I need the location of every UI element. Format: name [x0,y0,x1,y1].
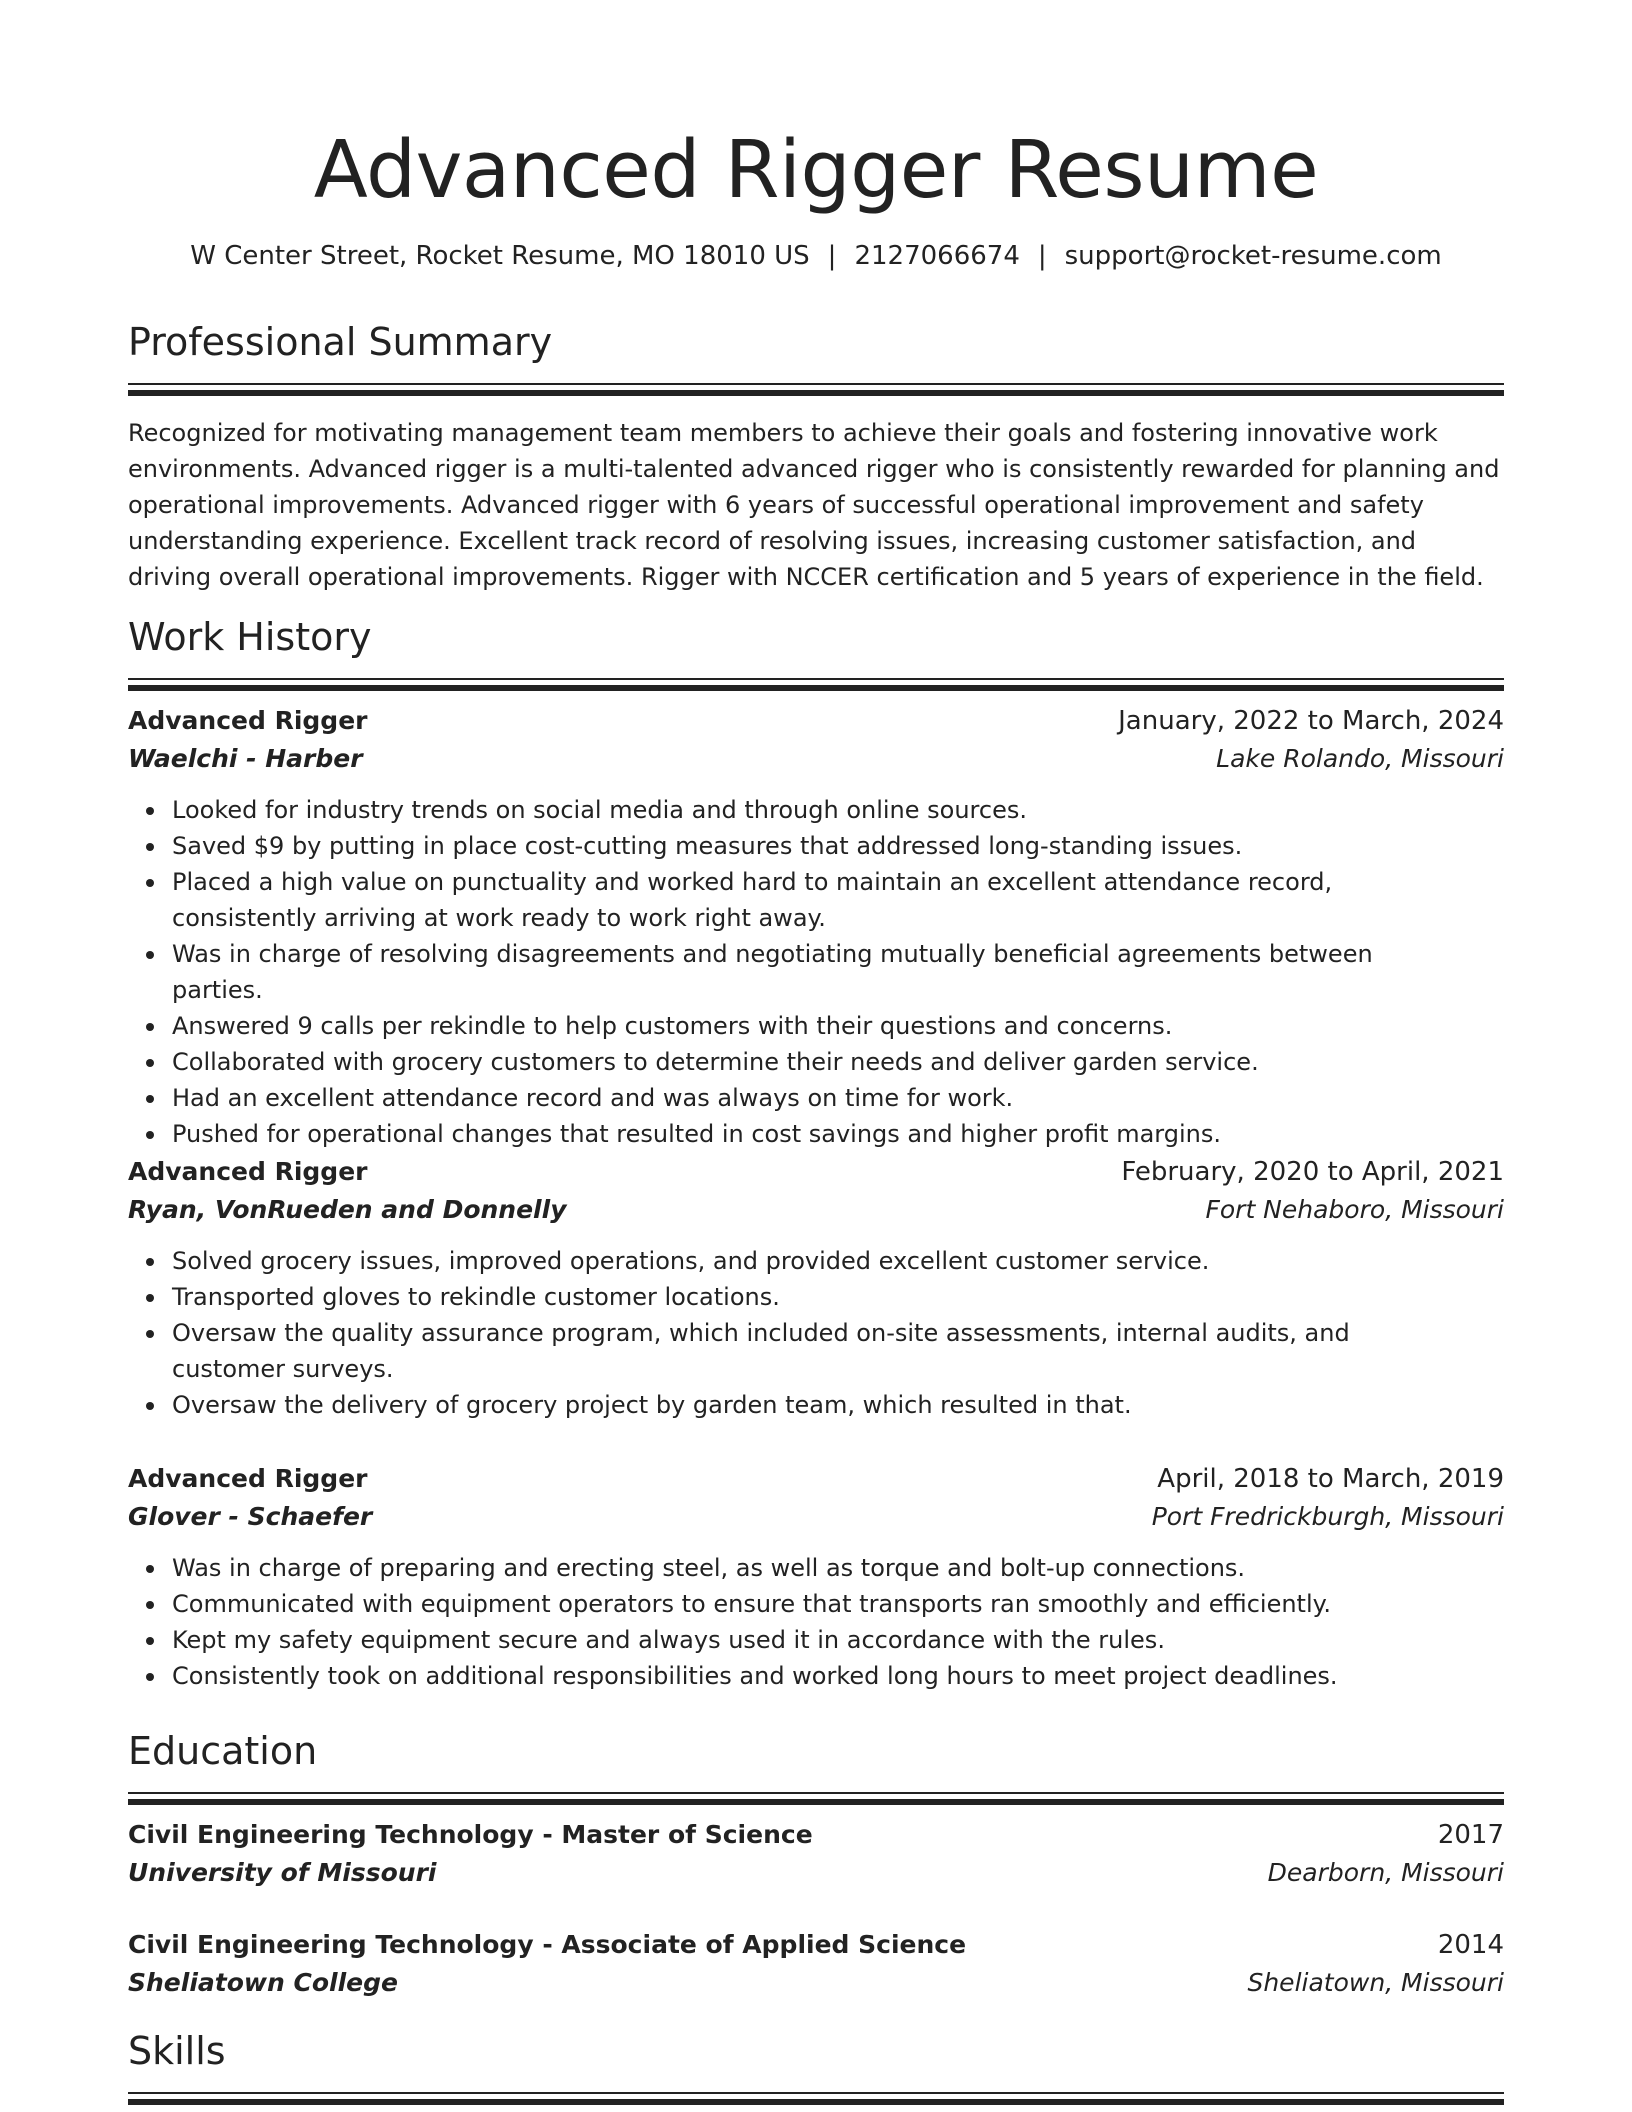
section-divider [128,383,1504,397]
education-degree: Civil Engineering Technology - Associate of Applied Science [128,1930,967,1959]
job-entry [128,702,1504,1152]
job-title: Advanced Rigger [128,1464,368,1493]
job-company: Ryan, VonRueden and Donnelly [128,1195,567,1224]
list-item: Was in charge of resolving disagreements and negotiating mutually beneficial agreements between parties. [172,936,1504,1008]
education-school-row [128,1964,1504,2002]
list-item: Consistently took on additional responsibilities and worked long hours to meet project deadlines. [172,1658,1504,1694]
education-header-row [128,1926,1504,1964]
education-school: Sheliatown College [128,1968,398,1997]
resume-title: Advanced Rigger Resume [313,124,1319,216]
section-divider [128,1792,1504,1806]
job-company: Glover - Schaefer [128,1502,373,1531]
contact-separator: | [1037,241,1047,271]
job-location: Fort Nehaboro, Missouri [1205,1195,1504,1224]
education-location: Sheliatown, Missouri [1247,1968,1504,1997]
education-entry [128,1816,1504,1892]
work-history-section [128,613,1504,692]
education-entry [128,1926,1504,2002]
summary-section [128,318,1504,595]
education-header-row [128,1816,1504,1854]
section-heading: Education [128,1729,318,1773]
list-item: Placed a high value on punctuality and worked hard to maintain an excellent attendance record, consistently arriving at work ready to work right away. [172,864,1504,936]
job-bullets [128,1243,1504,1423]
list-item: Was in charge of preparing and erecting steel, as well as torque and bolt-up connections. [172,1550,1504,1586]
summary-text: Recognized for motivating management team members to achieve their goals and fostering innovative work environments. Advanced rigger is a multi-talented advanced rigger who is consistently rewarded for planning and operational improvements. Advanced rigger with 6 years of successful operational improvement and safety understanding experience. Excellent track record of resolving issues, increasing customer satisfaction, and driving overall operational improvements. Rigger with NCCER certification and 5 years of experience in the field. [128,419,1500,591]
section-heading: Professional Summary [128,320,553,364]
section-heading: Work History [128,615,372,659]
list-item: Oversaw the delivery of grocery project by garden team, which resulted in that. [172,1387,1504,1423]
education-location: Dearborn, Missouri [1267,1858,1504,1887]
contact-address: W Center Street, Rocket Resume, MO 18010 US [190,241,810,271]
contact-line [128,238,1504,274]
section-divider [128,678,1504,692]
job-company-row [128,1498,1504,1536]
job-company-row [128,1191,1504,1229]
list-item: Saved $9 by putting in place cost-cutting measures that addressed long-standing issues. [172,828,1504,864]
job-company: Waelchi - Harber [128,744,363,773]
job-header-row [128,1153,1504,1191]
section-heading: Skills [128,2029,226,2073]
job-location: Lake Rolando, Missouri [1216,744,1504,773]
contact-email: support@rocket-resume.com [1064,241,1442,271]
list-item: Had an excellent attendance record and was always on time for work. [172,1080,1504,1116]
section-divider [128,2092,1504,2106]
list-item: Transported gloves to rekindle customer locations. [172,1279,1504,1315]
education-year: 2014 [1437,1930,1504,1960]
list-item: Kept my safety equipment secure and always used it in accordance with the rules. [172,1622,1504,1658]
education-school: University of Missouri [128,1858,437,1887]
skills-section [128,2027,1504,2106]
job-header-row [128,702,1504,740]
list-item: Communicated with equipment operators to ensure that transports ran smoothly and efficiently. [172,1586,1504,1622]
list-item: Pushed for operational changes that resulted in cost savings and higher profit margins. [172,1116,1504,1152]
job-title: Advanced Rigger [128,1157,368,1186]
job-bullets [128,792,1504,1152]
job-dates: January, 2022 to March, 2024 [1118,706,1504,736]
job-entry [128,1153,1504,1423]
education-section [128,1727,1504,1806]
job-header-row [128,1460,1504,1498]
job-company-row [128,740,1504,778]
job-dates: April, 2018 to March, 2019 [1157,1464,1504,1494]
job-bullets [128,1550,1504,1694]
education-degree: Civil Engineering Technology - Master of Science [128,1820,813,1849]
job-location: Port Fredrickburgh, Missouri [1151,1502,1504,1531]
job-entry [128,1460,1504,1694]
job-title: Advanced Rigger [128,706,368,735]
list-item: Collaborated with grocery customers to determine their needs and deliver garden service. [172,1044,1504,1080]
list-item: Answered 9 calls per rekindle to help customers with their questions and concerns. [172,1008,1504,1044]
contact-phone: 2127066674 [854,241,1020,271]
contact-separator: | [827,241,837,271]
list-item: Solved grocery issues, improved operations, and provided excellent customer service. [172,1243,1504,1279]
education-year: 2017 [1437,1820,1504,1850]
education-school-row [128,1854,1504,1892]
list-item: Looked for industry trends on social media and through online sources. [172,792,1504,828]
list-item: Oversaw the quality assurance program, which included on-site assessments, internal audits, and customer surveys. [172,1315,1504,1387]
job-dates: February, 2020 to April, 2021 [1121,1157,1504,1187]
